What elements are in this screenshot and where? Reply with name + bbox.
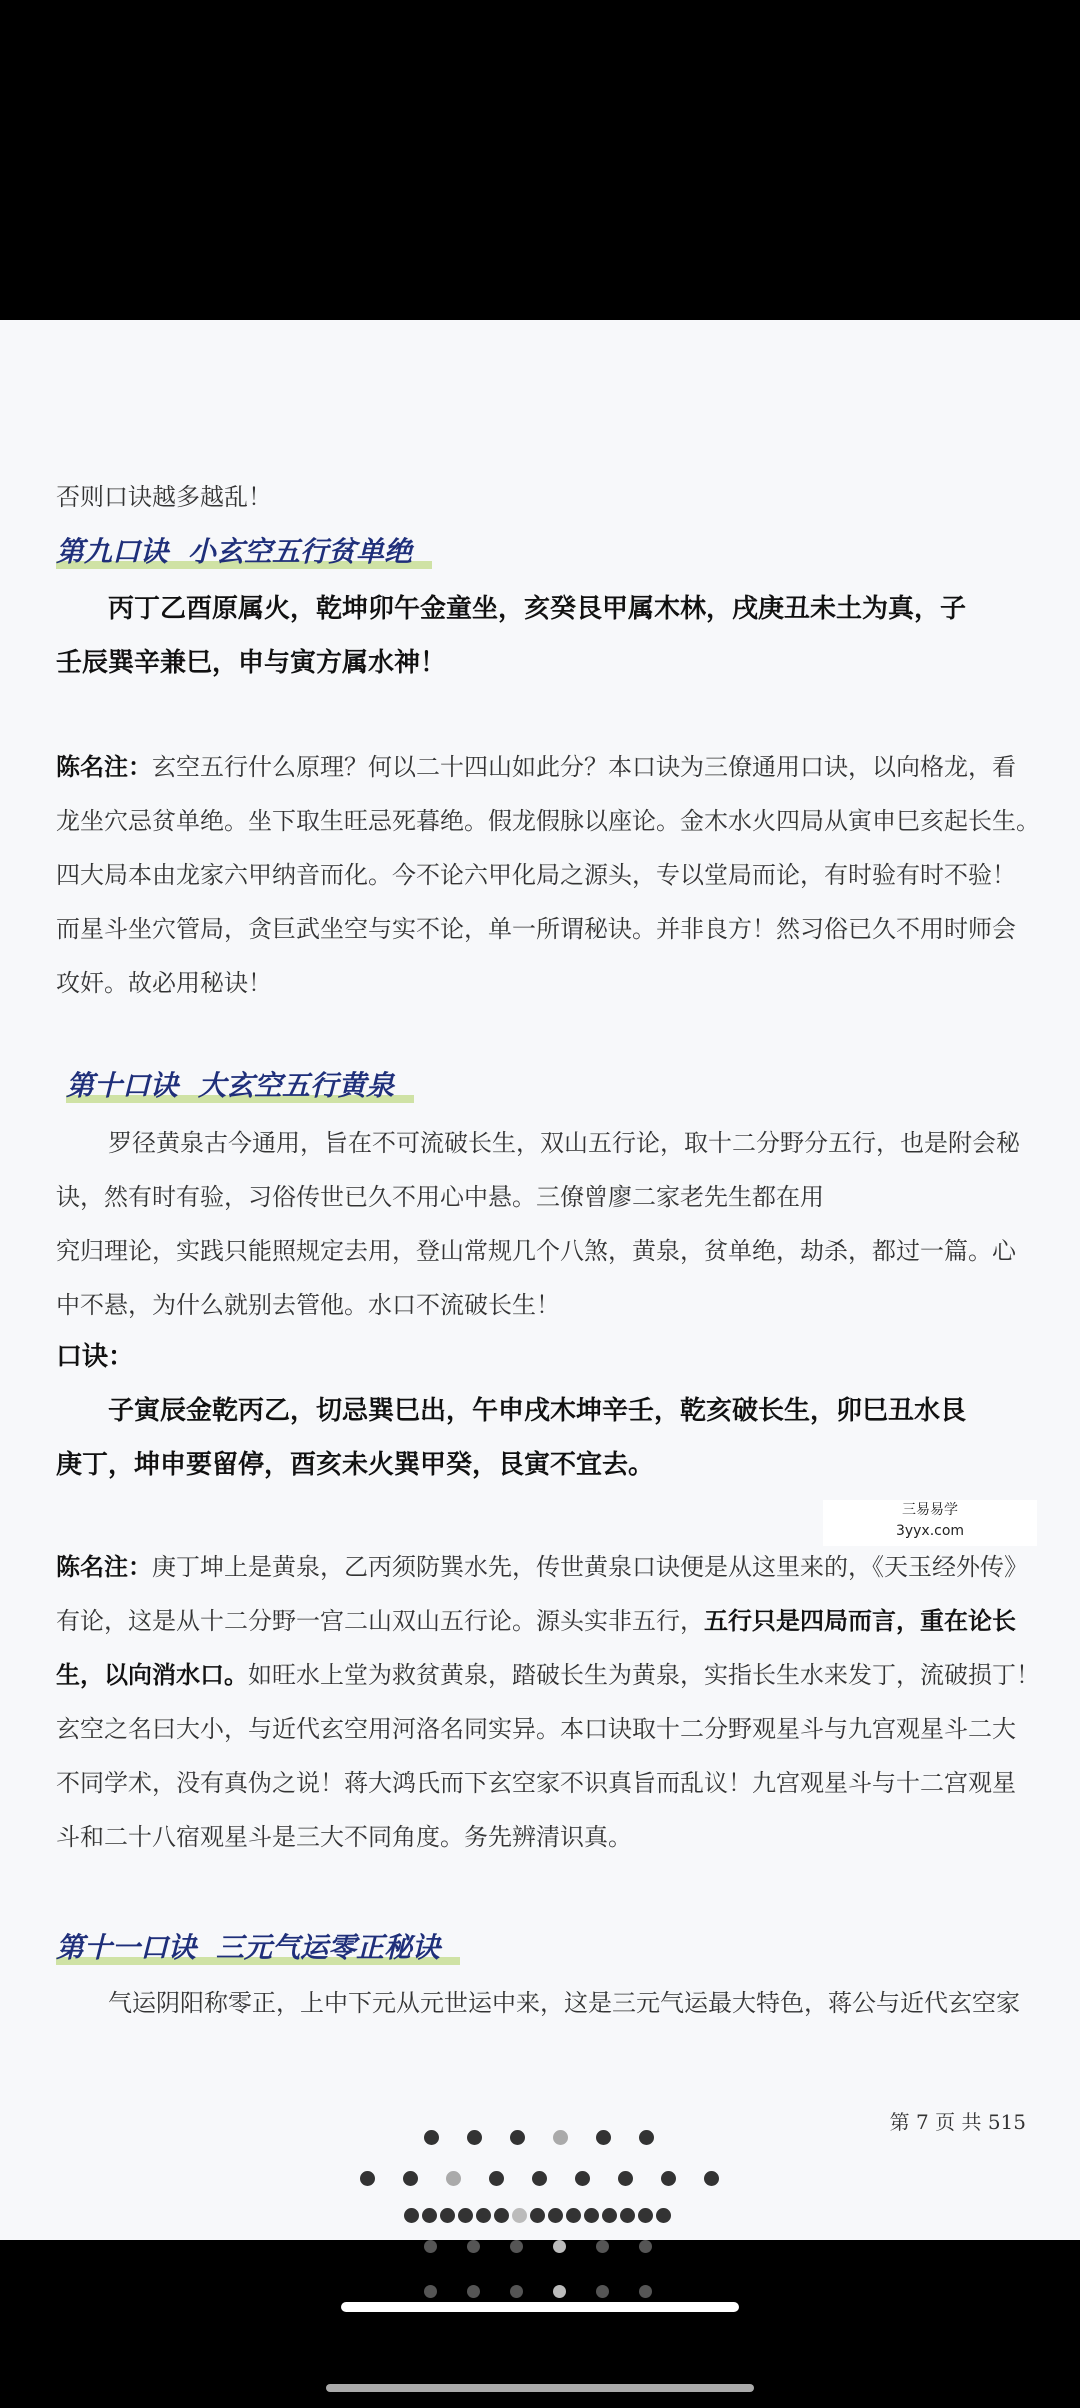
page-indicator-dot <box>596 2285 609 2298</box>
page-indicator-dot <box>638 2208 653 2223</box>
page-indicator-dot <box>510 2130 525 2145</box>
page-indicator-dots-4 <box>424 2240 682 2253</box>
page-indicator-dot <box>602 2208 617 2223</box>
page-indicator-dot <box>656 2208 671 2223</box>
page-indicator-dot <box>575 2171 590 2186</box>
page-indicator-dot <box>584 2208 599 2223</box>
page-indicator-dot <box>467 2285 480 2298</box>
page-indicator-dot <box>639 2285 652 2298</box>
page-indicator-dot <box>548 2208 563 2223</box>
page-indicator-dot <box>360 2171 375 2186</box>
page-indicator-dot <box>553 2240 566 2253</box>
page-indicator-dot <box>424 2130 439 2145</box>
page-indicator-dots-3 <box>404 2208 674 2223</box>
section-9-number: 第九口诀 <box>56 535 169 568</box>
section-heading-9 <box>56 532 432 572</box>
page-indicator-dot <box>403 2171 418 2186</box>
page-indicator-dot <box>596 2240 609 2253</box>
page-number: 第 7 页 共 515 <box>889 2110 1026 2134</box>
section-10-number: 第十口诀 <box>66 1069 179 1102</box>
section-11-number: 第十一口诀 <box>56 1931 197 1964</box>
page-indicator-dots-5 <box>424 2285 682 2298</box>
watermark-line-2: 3yyx.com <box>895 1523 965 1539</box>
page-indicator-dot <box>489 2171 504 2186</box>
page-indicator-dot <box>510 2285 523 2298</box>
page-indicator-dot <box>512 2208 527 2223</box>
page-indicator-dot <box>510 2240 523 2253</box>
page-indicator-dot <box>553 2130 568 2145</box>
section-10-verse: 子寅辰金乾丙乙，切忌巽巳出，午申戌木坤辛壬，乾亥破长生，卯巳丑水艮 庚丁，坤申要留停，酉亥未火巽甲癸，艮寅不宜去。 <box>56 1396 967 1480</box>
page-indicator-dot <box>553 2285 566 2298</box>
page-indicator-dot <box>476 2208 491 2223</box>
page-indicator-dot <box>618 2171 633 2186</box>
page-indicator-dot <box>532 2171 547 2186</box>
page-indicator-dot <box>467 2130 482 2145</box>
section-heading-10 <box>66 1066 414 1106</box>
note-label: 陈名注： <box>56 752 152 781</box>
page-indicator-dot <box>404 2208 419 2223</box>
section-9-title: 小玄空五行贫单绝 <box>188 535 413 568</box>
section-10-note: 陈名注：庚丁坤上是黄泉，乙丙须防巽水先，传世黄泉口诀便是从这里来的，《天玉经外传》 有论，这是从十二分野一宫二山双山五行论。源头实非五行，五行只是四局而言，重在论长 生，以向消水口。如旺水上堂为救贫黄泉，踏破长生为黄泉，实指长生水来发丁，流破损丁！ 玄空之名曰大小，与近代玄空用河洛名同实异。本口诀取十二分野观星斗与九宫观星斗二大 不同学术，没有真伪之说！蒋大鸿氏而下玄空家不识真旨而乱议！九宫观星斗与十二宫观星 斗和二十八宿观星斗是三大不同角度。务先辨清识真。 <box>56 1552 1040 1851</box>
section-heading-11 <box>56 1928 460 1968</box>
section-9-verse: 丙丁乙酉原属火，乾坤卯午金童坐，亥癸艮甲属木林，戌庚丑未土为真，子 壬辰巽辛兼巳，申与寅方属水神！ <box>56 594 967 678</box>
page-indicator-dot <box>494 2208 509 2223</box>
note-label: 陈名注： <box>56 1552 152 1581</box>
document-page <box>0 320 1080 2240</box>
page-indicator-dot <box>458 2208 473 2223</box>
watermark-badge <box>823 1500 1037 1546</box>
page-indicator-dot <box>446 2171 461 2186</box>
page-indicator-dot <box>467 2240 480 2253</box>
page-indicator-dot <box>661 2171 676 2186</box>
koujue-label: 口诀： <box>56 1342 135 1372</box>
page-indicator-dots-1 <box>424 2130 682 2145</box>
page-indicator-dots-2 <box>360 2171 747 2186</box>
home-indicator-bar[interactable] <box>341 2302 739 2312</box>
page-indicator-dot <box>424 2285 437 2298</box>
page-indicator-dot <box>424 2240 437 2253</box>
page-indicator-dot <box>620 2208 635 2223</box>
section-10-paragraph: 罗径黄泉古今通用，旨在不可流破长生，双山五行论，取十二分野分五行，也是附会秘 诀，然有时有验，习俗传世已久不用心中悬。三僚曾廖二家老先生都在用 究归理论，实践只能照规定去用，登山常规几个八煞，黄泉，贫单绝，劫杀，都过一篇。心 中不悬，为什么就别去管他。水口不流破长生！ <box>56 1129 1020 1319</box>
page-indicator-dot <box>596 2130 611 2145</box>
section-11-paragraph: 气运阴阳称零正，上中下元从元世运中来，这是三元气运最大特色，蒋公与近代玄空家 <box>108 1989 1020 2017</box>
page-indicator-dot <box>639 2240 652 2253</box>
section-10-title: 大玄空五行黄泉 <box>198 1069 395 1102</box>
page-indicator-dot <box>422 2208 437 2223</box>
page-indicator-dot <box>704 2171 719 2186</box>
section-9-note: 陈名注：玄空五行什么原理？何以二十四山如此分？本口诀为三僚通用口诀，以向格龙，看 龙坐穴忌贫单绝。坐下取生旺忌死暮绝。假龙假脉以座论。金木水火四局从寅申巳亥起长生。 四大局本由龙家六甲纳音而化。今不论六甲化局之源头，专以堂局而论，有时验有时不验！ 而星斗坐穴管局，贪巨武坐空与实不论，单一所谓秘诀。并非良方！然习俗已久不用时师会 攻奸。故必用秘诀！ <box>56 752 1040 997</box>
page-indicator-dot <box>440 2208 455 2223</box>
page-indicator-dot <box>566 2208 581 2223</box>
page-indicator-dot <box>639 2130 654 2145</box>
section-11-title: 三元气运零正秘诀 <box>216 1931 441 1964</box>
watermark-line-1: 三易易学 <box>902 1502 958 1518</box>
page-indicator-dot <box>530 2208 545 2223</box>
text-line-top: 否则口诀越多越乱！ <box>56 483 272 511</box>
home-indicator-bar-secondary <box>326 2384 754 2392</box>
